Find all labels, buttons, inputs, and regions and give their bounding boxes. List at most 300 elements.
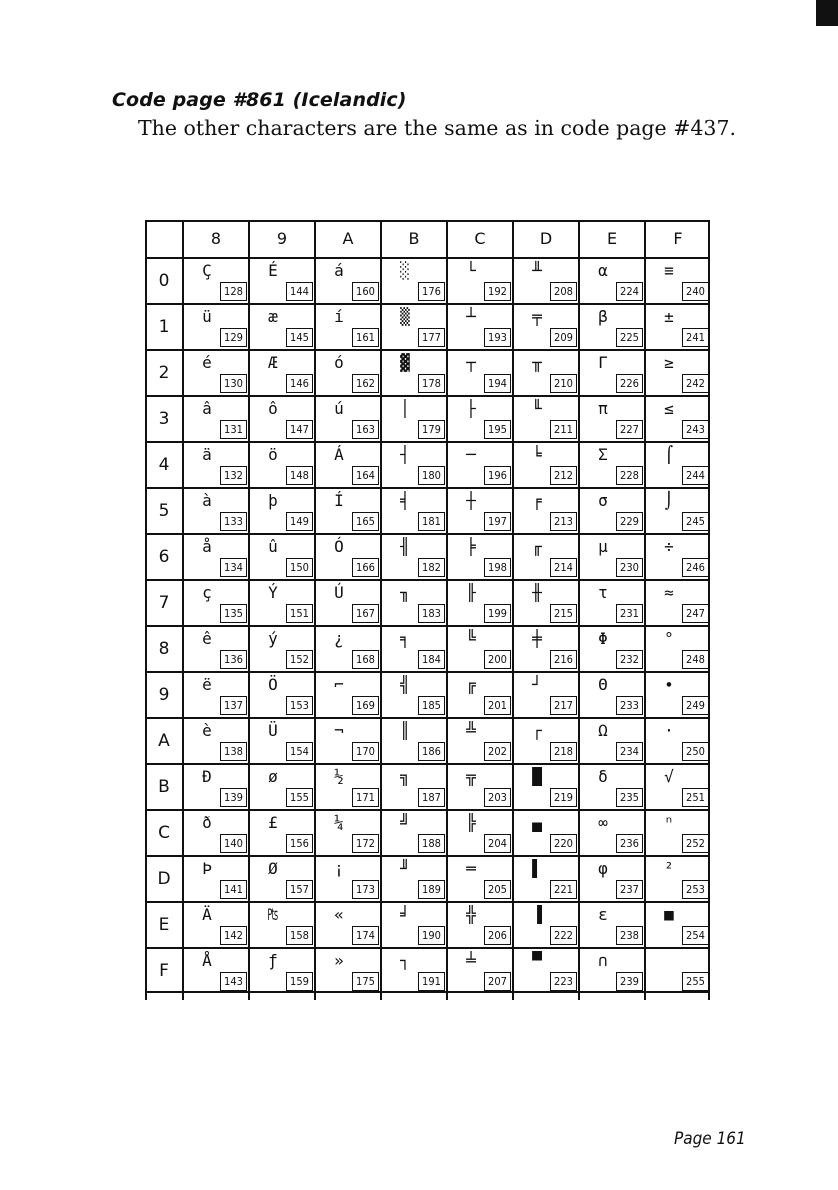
character-glyph: ┴ [466,307,476,326]
code-cell [447,304,513,350]
decimal-code: 219 [550,788,577,807]
code-cell [579,810,645,856]
code-cell [315,810,381,856]
column-header: A [342,229,354,248]
code-cell [645,856,711,902]
decimal-code: 151 [286,604,313,623]
character-glyph: δ [598,767,608,786]
column-header: F [673,229,683,248]
code-cell [183,534,249,580]
decimal-code: 235 [616,788,643,807]
code-cell [447,534,513,580]
code-cell [315,902,381,948]
character-glyph: ∙ [664,675,674,694]
character-glyph: Á [334,445,344,464]
character-glyph: ╬ [466,905,476,924]
decimal-code: 170 [352,742,379,761]
code-cell [447,580,513,626]
row-header: 9 [158,685,170,705]
character-glyph: ■ [664,905,674,924]
decimal-code: 158 [286,926,313,945]
decimal-code: 209 [550,328,577,347]
code-cell [513,396,579,442]
decimal-code: 232 [616,650,643,669]
decimal-code: 206 [484,926,511,945]
code-cell [513,580,579,626]
decimal-code: 228 [616,466,643,485]
character-glyph: ε [598,905,608,924]
code-cell [447,902,513,948]
code-cell [447,672,513,718]
code-cell [381,856,447,902]
row-header: C [158,823,170,843]
character-glyph: ∞ [598,813,608,832]
column-header: B [408,229,420,248]
decimal-code: 140 [220,834,247,853]
character-glyph: ╕ [400,629,410,648]
decimal-code: 167 [352,604,379,623]
character-glyph: ╞ [466,537,476,556]
code-cell [447,442,513,488]
character-glyph: Ý [268,583,278,602]
code-cell [513,442,579,488]
code-cell [381,442,447,488]
decimal-code: 193 [484,328,511,347]
decimal-code: 239 [616,972,643,991]
character-glyph: ╗ [400,767,410,786]
decimal-code: 180 [418,466,445,485]
row-header: 7 [158,593,170,613]
character-glyph: ó [334,353,344,372]
decimal-code: 168 [352,650,379,669]
character-glyph: └ [466,261,476,280]
decimal-code: 207 [484,972,511,991]
decimal-code: 227 [616,420,643,439]
row-header: 0 [158,271,170,291]
character-glyph: ë [202,675,212,694]
character-glyph: ╩ [466,721,476,740]
code-cell [315,718,381,764]
code-cell [249,626,315,672]
decimal-code: 143 [220,972,247,991]
code-cell [447,810,513,856]
decimal-code: 181 [418,512,445,531]
code-cell [645,488,711,534]
decimal-code: 175 [352,972,379,991]
code-cell [579,258,645,304]
character-glyph: ┌ [532,721,542,740]
character-glyph: ╪ [532,629,542,648]
code-cell [447,350,513,396]
decimal-code: 213 [550,512,577,531]
code-cell [645,304,711,350]
column-header: 8 [210,229,222,248]
decimal-code: 153 [286,696,313,715]
character-glyph: é [202,353,212,372]
decimal-code: 155 [286,788,313,807]
decimal-code: 185 [418,696,445,715]
row-header: 3 [158,409,170,429]
code-cell [315,764,381,810]
row-header: 4 [158,455,170,475]
character-glyph: Ú [334,583,344,602]
character-glyph: ⌐ [334,675,344,694]
code-page-table [145,220,708,1000]
code-cell [315,488,381,534]
character-glyph: │ [400,399,410,418]
code-cell [249,580,315,626]
character-glyph: σ [598,491,608,510]
decimal-code: 187 [418,788,445,807]
code-cell [381,672,447,718]
character-glyph: ▌ [532,859,542,878]
character-glyph: ░ [400,261,410,280]
character-glyph: ╒ [532,491,542,510]
code-cell [183,396,249,442]
decimal-code: 135 [220,604,247,623]
character-glyph: Ç [202,261,212,280]
code-cell [645,258,711,304]
row-header: E [158,915,170,935]
code-cell [513,534,579,580]
character-glyph: ± [664,307,674,326]
code-cell [579,396,645,442]
character-glyph: Å [202,951,212,970]
code-cell [381,488,447,534]
decimal-code: 225 [616,328,643,347]
decimal-code: 149 [286,512,313,531]
row-header: B [158,777,170,797]
code-cell [579,718,645,764]
character-glyph: ▒ [400,307,410,326]
decimal-code: 142 [220,926,247,945]
character-glyph: É [268,261,278,280]
character-glyph: ö [268,445,278,464]
code-cell [513,718,579,764]
decimal-code: 171 [352,788,379,807]
code-cell [645,626,711,672]
code-cell [249,304,315,350]
decimal-code: 211 [550,420,577,439]
code-cell [249,442,315,488]
character-glyph: ÷ [664,537,674,556]
code-cell [183,810,249,856]
character-glyph: ≡ [664,261,674,280]
character-glyph: Ø [268,859,278,878]
character-glyph: ╤ [532,307,542,326]
column-header: D [539,229,553,248]
decimal-code: 242 [682,374,709,393]
decimal-code: 196 [484,466,511,485]
code-cell [183,442,249,488]
decimal-code: 162 [352,374,379,393]
character-glyph: φ [598,859,608,878]
decimal-code: 184 [418,650,445,669]
decimal-code: 223 [550,972,577,991]
code-cell [315,350,381,396]
code-cell [249,764,315,810]
character-glyph: µ [598,537,608,556]
character-glyph: ╠ [466,813,476,832]
decimal-code: 129 [220,328,247,347]
decimal-code: 197 [484,512,511,531]
character-glyph: þ [268,491,278,510]
character-glyph: ∩ [598,951,608,970]
character-glyph: Ω [598,721,608,740]
decimal-code: 201 [484,696,511,715]
character-glyph: « [334,905,344,924]
code-cell [579,764,645,810]
decimal-code: 183 [418,604,445,623]
code-cell [513,856,579,902]
character-glyph: ≤ [664,399,674,418]
decimal-code: 246 [682,558,709,577]
character-glyph: Ó [334,537,344,556]
code-cell [579,350,645,396]
decimal-code: 224 [616,282,643,301]
decimal-code: 172 [352,834,379,853]
character-glyph: ¼ [334,813,344,832]
character-glyph: æ [268,307,278,326]
character-glyph: ╖ [400,583,410,602]
character-glyph: ð [202,813,212,832]
decimal-code: 240 [682,282,709,301]
code-cell [183,258,249,304]
code-cell [249,856,315,902]
code-cell [315,626,381,672]
decimal-code: 217 [550,696,577,715]
code-cell [249,534,315,580]
character-glyph: Σ [598,445,608,464]
code-cell [579,948,645,994]
character-glyph: ╦ [466,767,476,786]
character-glyph [656,950,682,972]
character-glyph: ╓ [532,537,542,556]
decimal-code: 245 [682,512,709,531]
decimal-code: 221 [550,880,577,899]
character-glyph: Ä [202,905,212,924]
character-glyph: ┬ [466,353,476,372]
character-glyph: ╙ [532,399,542,418]
code-cell [579,442,645,488]
decimal-code: 165 [352,512,379,531]
code-cell [183,718,249,764]
decimal-code: 253 [682,880,709,899]
character-glyph: à [202,491,212,510]
decimal-code: 243 [682,420,709,439]
decimal-code: 152 [286,650,313,669]
decimal-code: 191 [418,972,445,991]
decimal-code: 241 [682,328,709,347]
row-header: 1 [158,317,170,337]
decimal-code: 203 [484,788,511,807]
decimal-code: 164 [352,466,379,485]
character-glyph: è [202,721,212,740]
code-cell [183,304,249,350]
decimal-code: 188 [418,834,445,853]
code-cell [249,810,315,856]
code-cell [315,534,381,580]
decimal-code: 251 [682,788,709,807]
character-glyph: █ [532,767,542,786]
decimal-code: 233 [616,696,643,715]
character-glyph: ² [664,859,674,878]
character-glyph: ║ [400,721,410,740]
code-cell [447,258,513,304]
code-cell [645,764,711,810]
decimal-code: 255 [682,972,709,991]
character-glyph: Ð [202,767,212,786]
decimal-code: 229 [616,512,643,531]
code-cell [315,396,381,442]
code-cell [183,856,249,902]
decimal-code: 200 [484,650,511,669]
code-cell [645,534,711,580]
code-cell [315,442,381,488]
decimal-code: 220 [550,834,577,853]
decimal-code: 216 [550,650,577,669]
character-glyph: ¡ [334,859,344,878]
character-glyph: ê [202,629,212,648]
character-glyph: ü [202,307,212,326]
character-glyph: í [334,307,344,326]
decimal-code: 154 [286,742,313,761]
row-header: A [158,731,170,751]
code-cell [447,764,513,810]
character-glyph: â [202,399,212,418]
code-cell [579,902,645,948]
character-glyph: ╨ [532,261,542,280]
character-glyph: ⌠ [664,445,674,464]
code-cell [315,948,381,994]
code-cell [315,258,381,304]
decimal-code: 133 [220,512,247,531]
character-glyph: ╚ [466,629,476,648]
decimal-code: 205 [484,880,511,899]
decimal-code: 161 [352,328,379,347]
decimal-code: 177 [418,328,445,347]
character-glyph: √ [664,767,674,786]
code-cell [183,902,249,948]
character-glyph: Æ [268,353,278,372]
character-glyph: ç [202,583,212,602]
code-cell [645,672,711,718]
character-glyph: ⌡ [664,491,674,510]
decimal-code: 202 [484,742,511,761]
decimal-code: 163 [352,420,379,439]
code-cell [381,718,447,764]
decimal-code: 176 [418,282,445,301]
decimal-code: 190 [418,926,445,945]
character-glyph: ú [334,399,344,418]
code-cell [249,902,315,948]
decimal-code: 252 [682,834,709,853]
decimal-code: 134 [220,558,247,577]
decimal-code: 137 [220,696,247,715]
decimal-code: 166 [352,558,379,577]
decimal-code: 192 [484,282,511,301]
decimal-code: 144 [286,282,313,301]
character-glyph: · [664,721,674,740]
character-glyph: ╫ [532,583,542,602]
code-cell [645,948,711,994]
code-cell [381,902,447,948]
decimal-code: 236 [616,834,643,853]
decimal-code: 159 [286,972,313,991]
character-glyph: ä [202,445,212,464]
decimal-code: 194 [484,374,511,393]
character-glyph: ≈ [664,583,674,602]
code-cell [645,350,711,396]
code-cell [447,396,513,442]
character-glyph: ╟ [466,583,476,602]
code-cell [513,902,579,948]
character-glyph: å [202,537,212,556]
code-cell [645,718,711,764]
decimal-code: 148 [286,466,313,485]
character-glyph: ▐ [532,905,542,924]
column-header: E [606,229,618,248]
character-glyph: ▓ [400,353,410,372]
code-cell [249,488,315,534]
code-cell [579,488,645,534]
decimal-code: 222 [550,926,577,945]
character-glyph: ╢ [400,537,410,556]
code-cell [183,488,249,534]
character-glyph: ─ [466,445,476,464]
decimal-code: 173 [352,880,379,899]
code-cell [315,856,381,902]
character-glyph: ₧ [268,905,278,924]
decimal-code: 130 [220,374,247,393]
column-header: C [474,229,486,248]
code-cell [183,626,249,672]
decimal-code: 138 [220,742,247,761]
decimal-code: 238 [616,926,643,945]
code-cell [315,672,381,718]
code-cell [381,810,447,856]
decimal-code: 248 [682,650,709,669]
character-glyph: £ [268,813,278,832]
character-glyph: ╡ [400,491,410,510]
decimal-code: 156 [286,834,313,853]
decimal-code: 237 [616,880,643,899]
character-glyph: ø [268,767,278,786]
code-cell [513,488,579,534]
code-cell [513,810,579,856]
decimal-code: 198 [484,558,511,577]
decimal-code: 210 [550,374,577,393]
row-header: F [159,961,169,981]
character-glyph: ╝ [400,813,410,832]
character-glyph: ╔ [466,675,476,694]
code-cell [513,304,579,350]
decimal-code: 132 [220,466,247,485]
character-glyph: ° [664,629,674,648]
code-cell [249,672,315,718]
decimal-code: 179 [418,420,445,439]
character-glyph: ƒ [268,951,278,970]
decimal-code: 215 [550,604,577,623]
code-cell [381,258,447,304]
page-title: Code page #861 (Icelandic) [112,89,407,111]
code-cell [645,442,711,488]
character-glyph: ╜ [400,859,410,878]
character-glyph: ┼ [466,491,476,510]
decimal-code: 141 [220,880,247,899]
character-glyph: » [334,951,344,970]
code-cell [579,534,645,580]
